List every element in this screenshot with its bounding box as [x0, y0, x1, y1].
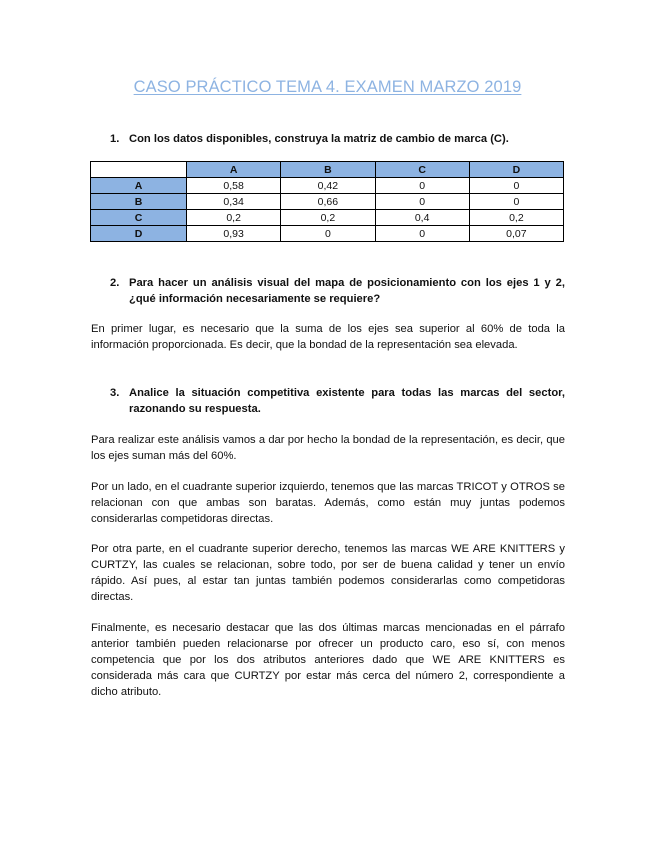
- matrix-row-header: B: [91, 194, 187, 210]
- table-row: [91, 210, 564, 226]
- matrix-cell: 0: [375, 226, 469, 242]
- matrix-cell: 0,2: [469, 210, 563, 226]
- matrix-cell: 0,34: [187, 194, 281, 210]
- question-number: 3.: [110, 387, 120, 399]
- matrix-cell: 0: [375, 194, 469, 210]
- question-text: Con los datos disponibles, construya la matriz de cambio de marca (C).: [129, 133, 509, 145]
- answer-q3-paragraph-1: Para realizar este análisis vamos a dar por hecho la bondad de la representación, es decir, que los ejes suman más del 60%.: [91, 434, 565, 462]
- matrix-cell: 0,66: [281, 194, 375, 210]
- matrix-cell: 0,2: [281, 210, 375, 226]
- matrix-col-header: C: [375, 162, 469, 178]
- answer-q3-paragraph-2: Por un lado, en el cuadrante superior izquierdo, tenemos que las marcas TRICOT y OTROS se relacionan con que ambas son baratas. Además, como están muy juntas podemos considerarlas competidoras directas.: [91, 481, 565, 525]
- matrix-cell: 0: [375, 178, 469, 194]
- matrix-cell: 0,2: [187, 210, 281, 226]
- answer-q2: En primer lugar, es necesario que la suma de los ejes sea superior al 60% de toda la información proporcionada. Es decir, que la bondad de la representación sea elevada.: [91, 323, 565, 351]
- matrix-col-header: A: [187, 162, 281, 178]
- matrix-cell: 0,93: [187, 226, 281, 242]
- table-row: [91, 194, 564, 210]
- document-title: CASO PRÁCTICO TEMA 4. EXAMEN MARZO 2019: [133, 78, 522, 96]
- question-3: [110, 385, 565, 417]
- question-text: Para hacer un análisis visual del mapa de posicionamiento con los ejes 1 y 2, ¿qué información necesariamente se requiere?: [129, 277, 565, 305]
- question-text: Analice la situación competitiva existente para todas las marcas del sector, razonando su respuesta.: [129, 387, 565, 415]
- matrix-row-header: D: [91, 226, 187, 242]
- question-1: [110, 131, 565, 147]
- matrix-cell: 0: [281, 226, 375, 242]
- matrix-cell: 0,4: [375, 210, 469, 226]
- answer-q3-paragraph-3: Por otra parte, en el cuadrante superior derecho, tenemos las marcas WE ARE KNITTERS y CURTZY, las cuales se relacionan, sobre todo, por ser de buena calidad y tener un envío rápido. Así pues, al estar tan juntas también podemos considerarlas como competidoras directas.: [91, 543, 565, 603]
- answer-q3-paragraph-4: Finalmente, es necesario destacar que las dos últimas marcas mencionadas en el párrafo anterior también pueden relacionarse por ofrecer un producto caro, eso sí, con menos competencia que por los dos atributos anteriores dado que WE ARE KNITTERS es considerada más cara que CURTZY por estar más cerca del número 2, correspondiente a dicho atributo.: [91, 622, 565, 698]
- matrix-row-header: A: [91, 178, 187, 194]
- table-row: [91, 226, 564, 242]
- matrix-row-header: C: [91, 210, 187, 226]
- matrix-corner-cell: [91, 162, 187, 178]
- matrix-cell: 0: [469, 178, 563, 194]
- matrix-cell: 0,42: [281, 178, 375, 194]
- matrix-col-header: D: [469, 162, 563, 178]
- question-number: 2.: [110, 277, 120, 289]
- matrix-header-row: [91, 162, 564, 178]
- question-2: [110, 275, 565, 307]
- matrix-col-header: B: [281, 162, 375, 178]
- question-number: 1.: [110, 133, 120, 145]
- table-row: [91, 178, 564, 194]
- matrix-cell: 0: [469, 194, 563, 210]
- matrix-cell: 0,07: [469, 226, 563, 242]
- brand-switch-matrix: [90, 161, 564, 242]
- matrix-cell: 0,58: [187, 178, 281, 194]
